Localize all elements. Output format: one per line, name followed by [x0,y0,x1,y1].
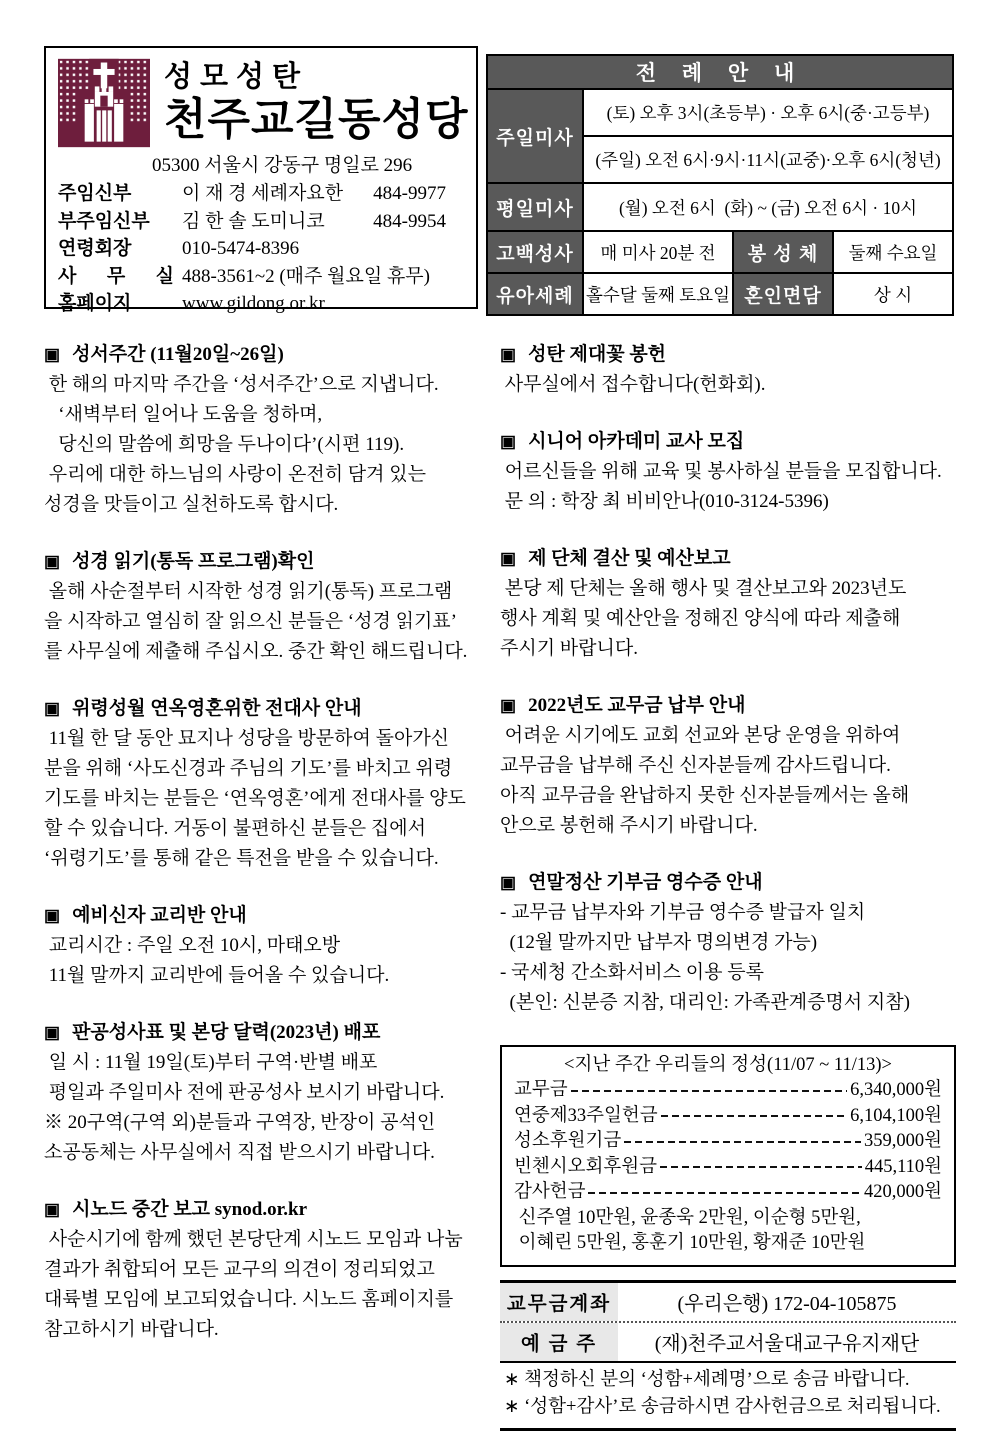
sunday-mass-sunday: (주일) 오전 6시·9시·11시(교중)·오후 6시(청년) [583,136,953,183]
contact-label: 부주임신부 [58,210,150,232]
section-group-budget-report [500,544,956,664]
contact-row-funeral-chair [58,235,470,263]
body-line: 아직 교무금을 완납하지 못한 신자분들께서는 올해 [500,785,910,806]
sunday-mass-saturday: (토) 오후 3시(초등부) · 오후 6시(중·고등부) [583,89,953,136]
dues-account-box [500,1280,956,1431]
section-bullet-icon: ▣ [500,549,517,568]
account-number-label: 교무금계좌 [500,1283,618,1321]
body-line: 기도를 바치는 분들은 ‘연옥영혼’에게 전대사를 양도 [44,788,466,809]
section-title: ▣ 위령성월 연옥영혼위한 전대사 안내 [44,698,362,719]
contact-row-pastor [58,180,470,208]
section-bullet-icon: ▣ [44,1200,61,1219]
contact-row-homepage [58,290,470,318]
account-number-row [500,1283,956,1321]
section-christmas-altar-flowers [500,340,956,400]
communion-value: 둘째 수요일 [833,231,953,273]
account-number-value: (우리은행) 172-04-105875 [677,1293,897,1315]
liturgy-table [486,54,954,316]
body-line: - 교무금 납부자와 기부금 영수증 발급자 일치 [500,902,866,923]
section-bullet-icon: ▣ [44,699,61,718]
dash-leader [660,1166,862,1168]
offering-label: 성소후원기금 [514,1131,622,1151]
account-holder-row [500,1321,956,1361]
account-rows [500,1283,956,1363]
section-title: ▣ 판공성사표 및 본당 달력(2023년) 배포 [44,1022,381,1043]
section-bullet-icon: ▣ [500,696,517,715]
left-column [44,340,480,1431]
body-line: 행사 계획 및 예산안을 정해진 양식에 따라 제출해 [500,608,901,629]
body-line: 11월 말까지 교리반에 들어올 수 있습니다. [44,965,390,986]
section-title: ▣ 성탄 제대꽃 봉헌 [500,344,667,365]
body-line: 분을 위해 ‘사도신경과 주님의 기도’를 바치고 위령 [44,758,453,779]
section-title: ▣ 시니어 아카데미 교사 모집 [500,431,745,452]
header [44,46,956,316]
dash-leader [661,1115,848,1117]
offering-title: <지난 주간 우리들의 정성(11/07 ~ 11/13)> [564,1055,892,1075]
body-line: 소공동체는 사무실에서 직접 받으시기 바랍니다. [44,1142,435,1163]
section-senior-academy-teachers [500,427,956,517]
confession-label: 고백성사 [487,231,583,273]
body-line: 당신의 말씀에 희망을 두나이다’(시편 119). [44,434,405,455]
body-line: 을 시작하고 열심히 잘 읽으신 분들은 ‘성경 읽기표’ [44,611,457,632]
section-title: ▣ 시노드 중간 보고 synod.or.kr [44,1199,308,1220]
body-line: 결과가 취합되어 모든 교구의 의견이 정리되었고 [44,1259,435,1280]
offering-amount: 445,110원 [864,1156,942,1177]
section-synod-report [44,1195,480,1345]
contact-label: 주임신부 [58,183,132,204]
section-bullet-icon: ▣ [500,873,517,892]
section-indulgence-notice [44,694,480,874]
body-line: 참고하시기 바랍니다. [44,1319,219,1340]
section-bullet-icon: ▣ [500,345,517,364]
church-address: 05300 서울시 강동구 명일로 296 [152,155,413,176]
account-holder-value: (재)천주교서울대교구유지재단 [654,1333,920,1355]
body-line: 대륙별 모임에 보고되었습니다. 시노드 홈페이지를 [44,1289,454,1310]
contact-phone: 484-9954 [373,210,446,232]
body-line: 평일과 주일미사 전에 판공성사 보시기 바랍니다. [44,1082,445,1103]
body-line: 를 사무실에 제출해 주십시오. 중간 확인 해드립니다. [44,641,468,662]
account-notes [500,1363,956,1428]
thanksgiving-donors-line: 신주열 10만원, 윤종욱 2만원, 이순형 5만원, [514,1207,861,1228]
church-subtitle: 성모성탄 [164,61,309,93]
section-bible-reading-check [44,547,480,667]
body-line: - 국세청 간소화서비스 이용 등록 [500,962,764,983]
offering-row [514,1155,942,1181]
body-line: 올해 사순절부터 시작한 성경 읽기(통독) 프로그램 [44,581,453,602]
marriage-interview-value: 상 시 [833,273,953,315]
sunday-mass-label: 주일미사 [487,89,583,183]
offering-amount: 6,104,100원 [850,1105,942,1126]
contact-row-office [58,263,470,291]
infant-baptism-label: 유아세례 [487,273,583,315]
section-bullet-icon: ▣ [44,345,61,364]
offering-label: 교무금 [514,1080,568,1100]
body-line: 우리에 대한 하느님의 사랑이 온전히 담겨 있는 [44,464,426,485]
liturgy-table-title: 전 례 안 내 [487,55,953,89]
liturgy-table-wrap [486,54,954,316]
thanksgiving-donors-line: 이혜린 5만원, 홍훈기 10만원, 황재준 10만원 [514,1233,866,1253]
church-title: 천주교길동성당 [164,95,469,144]
infant-baptism-value: 홀수달 둘째 토요일 [583,273,733,315]
account-note-line: ∗ 책정하신 분의 ‘성함+세례명’으로 송금 바랍니다. [504,1369,910,1390]
body-line: ‘새벽부터 일어나 도움을 청하며, [44,404,323,425]
offering-label: 감사헌금 [514,1182,586,1202]
section-bullet-icon: ▣ [44,906,61,925]
dash-leader [588,1192,861,1194]
offering-amount: 6,340,000원 [850,1080,942,1100]
body-line: 안으로 봉헌해 주시기 바랍니다. [500,815,758,836]
main-content [44,340,956,1431]
section-title: ▣ 성서주간 (11월20일~26일) [44,344,284,365]
section-donation-receipt-notice [500,868,956,1018]
contact-label: 사 무 실 [58,265,174,287]
weekly-offering-box [500,1045,956,1267]
body-line: 사무실에서 접수합니다(헌화회). [500,374,766,395]
section-bible-week [44,340,480,520]
section-bullet-icon: ▣ [500,432,517,451]
homepage-url: www.gildong.or.kr [182,293,325,314]
contact-value: 김 한 솔 도미니코 [182,210,325,232]
section-title: ▣ 2022년도 교무금 납부 안내 [500,695,746,716]
body-line: 일 시 : 11월 19일(토)부터 구역·반별 배포 [44,1052,378,1073]
body-line: (본인: 신분증 지참, 대리인: 가족관계증명서 지참) [500,992,910,1013]
section-title: ▣ 제 단체 결산 및 예산보고 [500,548,731,569]
contact-label: 홈페이지 [58,293,132,314]
confession-value: 매 미사 20분 전 [583,231,733,273]
section-bullet-icon: ▣ [44,552,61,571]
logo-row [58,58,470,148]
body-line: 11월 한 달 동안 묘지나 성당을 방문하여 돌아가신 [44,728,450,749]
section-catechumen-class [44,901,480,991]
offering-row [514,1104,942,1130]
body-line: ‘위령기도’를 통해 같은 특전을 받을 수 있습니다. [44,848,439,869]
section-title: ▣ 성경 읽기(통독 프로그램)확인 [44,551,315,572]
offering-row [514,1129,942,1155]
weekday-mass-label: 평일미사 [487,183,583,231]
marriage-interview-label: 혼인면담 [733,273,833,315]
offering-row [514,1078,942,1104]
body-line: 주시기 바랍니다. [500,638,638,659]
dash-leader [624,1141,861,1143]
contact-phone: 484-9977 [373,183,446,204]
section-bullet-icon: ▣ [44,1023,61,1042]
dash-leader [571,1090,848,1092]
body-line: 교리시간 : 주일 오전 10시, 마태오방 [44,935,341,956]
body-line: 성경을 맛들이고 실천하도록 합시다. [44,494,339,515]
body-line: 어르신들을 위해 교육 및 봉사하실 분들을 모집합니다. [500,461,942,482]
contact-value: 010-5474-8396 [182,238,300,259]
body-line: 본당 제 단체는 올해 행사 및 결산보고와 2023년도 [500,578,907,599]
section-title: ▣ 예비신자 교리반 안내 [44,905,247,926]
body-line: 할 수 있습니다. 거동이 불편하신 분들은 집에서 [44,818,426,839]
church-titles [164,58,469,148]
body-line: 교무금을 납부해 주신 신자분들께 감사드립니다. [500,755,891,776]
account-note-line: ∗ ‘성함+감사’로 송금하시면 감사헌금으로 처리됩니다. [504,1396,941,1417]
body-line: ※ 20구역(구역 외)분들과 구역장, 반장이 공석인 [44,1112,436,1133]
right-column [500,340,956,1431]
section-title: ▣ 연말정산 기부금 영수증 안내 [500,872,763,893]
weekday-mass-value: (월) 오전 6시 (화) ~ (금) 오전 6시 · 10시 [583,183,953,231]
body-line: 한 해의 마지막 주간을 ‘성서주간’으로 지냅니다. [44,374,439,395]
offering-amount: 359,000원 [864,1131,942,1151]
church-id-box [44,46,478,314]
offering-amount: 420,000원 [864,1182,942,1202]
account-holder-label: 예 금 주 [500,1323,618,1361]
offering-label: 빈첸시오회후원금 [514,1156,657,1177]
section-confession-card-distribution [44,1018,480,1168]
church-logo-icon [58,58,150,148]
section-church-dues-2022 [500,691,956,841]
body-line: 어려운 시기에도 교회 선교와 본당 운영을 위하여 [500,725,901,746]
body-line: 문 의 : 학장 최 비비안나(010-3124-5396) [500,491,829,512]
contact-row-assistant-pastor [58,208,470,236]
contact-value: 488-3561~2 (매주 월요일 휴무) [182,265,430,287]
body-line: 사순시기에 함께 했던 본당단계 시노드 모임과 나눔 [44,1229,463,1250]
contact-value: 이 재 경 세례자요한 [182,183,344,204]
offering-label: 연중제33주일헌금 [514,1105,658,1126]
communion-label: 봉 성 체 [733,231,833,273]
contact-label: 연령회장 [58,238,132,259]
body-line: (12월 말까지만 납부자 명의변경 가능) [500,932,818,953]
offering-row [514,1180,942,1206]
